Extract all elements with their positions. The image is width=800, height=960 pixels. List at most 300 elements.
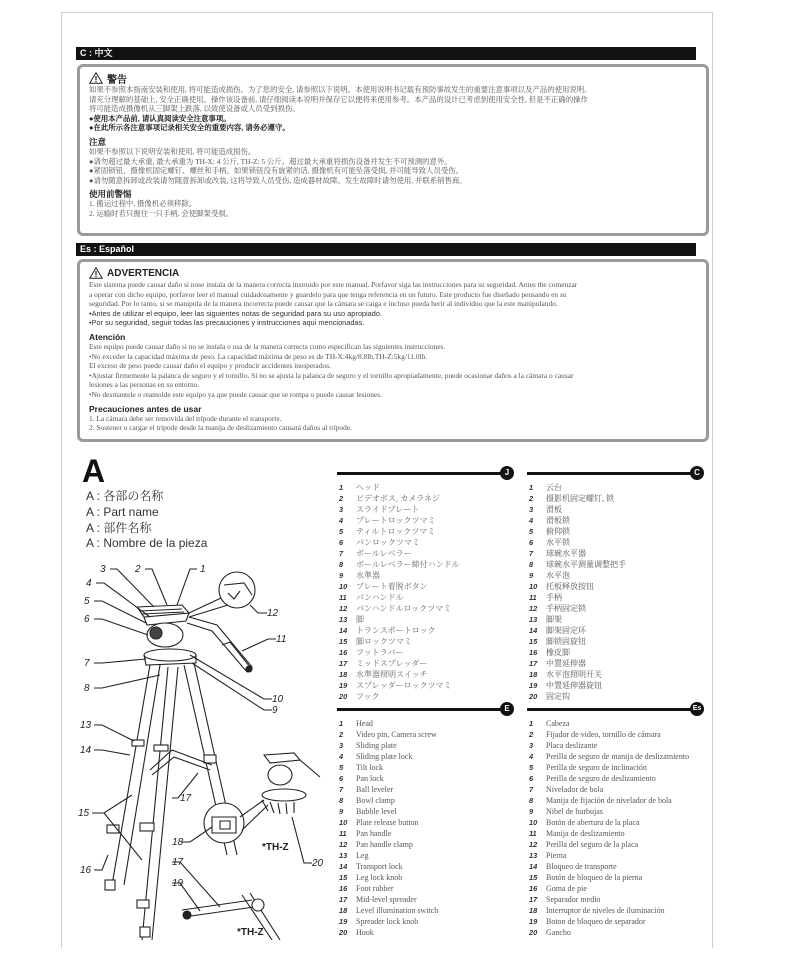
item-label: Hook — [356, 928, 374, 937]
list-item — [523, 515, 708, 526]
section-bar-chinese: C : 中文 — [76, 47, 696, 60]
list-item — [333, 872, 518, 883]
divider — [337, 708, 506, 711]
item-label: Head — [356, 719, 373, 728]
item-label: Pan handle — [356, 829, 392, 838]
warning-text: Este sistema puede causar daño si nose instala de la manera correcta instruido por este manual. Porfavor siga las instrucciones para su seguridad. Antes the comenzar — [89, 280, 578, 289]
parts-section-heading: A — [82, 453, 106, 489]
list-item — [523, 603, 708, 614]
list-item — [523, 894, 708, 905]
item-label: Perilla de seguro de manija de deslizamiento — [546, 752, 690, 761]
list-item — [333, 839, 518, 850]
svg-text:5: 5 — [84, 596, 90, 607]
language-badge-e: E — [500, 702, 514, 716]
item-label: スプレッダーロックツマミ — [356, 681, 452, 690]
item-label: 手柄 — [546, 593, 562, 602]
list-item — [523, 592, 708, 603]
item-label: Mid-level spreader — [356, 895, 417, 904]
item-number: 8 — [339, 796, 344, 805]
language-badge-es: Es — [690, 702, 704, 716]
list-item — [333, 861, 518, 872]
caution-text: Este equipo puede causar daño si no se instala o usa de la manera correcta como especifican las siguientes instrucciones. — [89, 341, 446, 351]
item-label: Goma de pie — [546, 884, 587, 893]
list-item — [333, 592, 518, 603]
item-number: 9 — [339, 571, 344, 580]
list-item — [333, 493, 518, 504]
item-label: 球碗水平器 — [546, 549, 586, 558]
item-number: 1 — [339, 483, 344, 492]
item-label: Transport lock — [356, 862, 403, 871]
item-label: Spreader lock knob — [356, 917, 419, 926]
item-number: 7 — [339, 785, 344, 794]
item-number: 2 — [339, 494, 344, 503]
item-number: 11 — [529, 593, 537, 602]
item-label: 脚 — [356, 615, 364, 624]
list-item — [523, 740, 708, 751]
item-number: 6 — [529, 538, 534, 547]
item-number: 3 — [339, 505, 344, 514]
list-item — [523, 504, 708, 515]
item-number: 18 — [339, 670, 348, 679]
warning-bullet: •Por su seguridad, seguir todas las precauciones y instrucciones aqui mencionadas. — [89, 318, 365, 328]
part-label-japanese: A : 各部の名称 — [86, 489, 164, 503]
list-item — [523, 927, 708, 938]
list-item — [523, 636, 708, 647]
svg-text:13: 13 — [80, 720, 92, 731]
caution-text: •No exceder la capacidad máxima de peso. La capacidad máxima de peso es de TH-X:4kg/8.8lb,TH-Z:5kg/11.0lb. — [89, 351, 428, 361]
precaution-title: 使用前警惕 — [89, 189, 132, 200]
caution-text: ●请勿超过最大承重, 最大承重为 TH-X: 4 公斤, TH-Z: 5 公斤。超过最大承重将损伤设备并发生不可预测的意外。 — [89, 156, 452, 166]
caution-title: Atención — [89, 331, 126, 342]
item-number: 10 — [339, 582, 348, 591]
item-number: 10 — [339, 818, 348, 827]
list-item — [333, 795, 518, 806]
list-item — [523, 548, 708, 559]
item-label: Perilla de seguro de inclinación — [546, 763, 647, 772]
item-number: 4 — [339, 752, 344, 761]
item-number: 8 — [339, 560, 344, 569]
list-item — [333, 636, 518, 647]
caution-text: ●请勿随意拆卸或改装请勿随意拆卸或改装, 这将导致人员受伤, 造成器材故障。发生故障时请勿使用, 并联系销售商。 — [89, 175, 467, 185]
precaution-title: Precauciones antes de usar — [89, 403, 202, 414]
precaution-text: 2. 运输时若只握住一只手柄, 会使脚架受损。 — [89, 208, 234, 218]
parts-title-labels — [86, 489, 207, 552]
list-item — [333, 548, 518, 559]
part-label-spanish: A : Nombre de la pieza — [86, 536, 208, 551]
item-number: 4 — [339, 516, 344, 525]
svg-text:17: 17 — [180, 793, 192, 804]
model-label-th-z: *TH-Z — [237, 927, 264, 938]
list-item — [523, 493, 708, 504]
list-item — [333, 927, 518, 938]
list-item — [523, 718, 708, 729]
svg-text:7: 7 — [84, 658, 90, 669]
item-number: 7 — [339, 549, 344, 558]
list-item — [333, 559, 518, 570]
warning-title: 警告 — [107, 74, 127, 86]
item-label: 脚架 — [546, 615, 562, 624]
item-number: 4 — [529, 516, 534, 525]
item-number: 12 — [339, 840, 348, 849]
svg-text:6: 6 — [84, 614, 90, 625]
item-number: 5 — [339, 527, 344, 536]
parts-list-japanese — [333, 466, 518, 702]
list-item — [523, 537, 708, 548]
item-label: 滑板锁 — [546, 516, 570, 525]
list-item — [523, 559, 708, 570]
precaution-text: 1. La cámara debe ser removida del trípode durante el transporte. — [89, 413, 282, 423]
item-number: 16 — [529, 884, 538, 893]
item-label: Perilla del seguro de la placa — [546, 840, 639, 849]
list-item — [523, 861, 708, 872]
item-number: 16 — [339, 648, 348, 657]
caution-text: ●紧固锁钮、摄像机固定螺钉、螺丝和手柄。如果锁钮没有旋紧的话, 摄像机有可能坠落受损, 并可能导致人员受伤。 — [89, 166, 464, 176]
item-number: 13 — [529, 615, 538, 624]
list-item — [523, 883, 708, 894]
item-number: 11 — [339, 593, 347, 602]
item-number: 2 — [529, 494, 534, 503]
warning-text: a operar con dicho equipo, porfavor leer el manual cuidadosamente y guardelo para que tenga referencia en un futuro. Este producto fue diseñado pensando en su — [89, 289, 567, 299]
item-number: 3 — [339, 741, 344, 750]
item-label: ボールレベラー締付ハンドル — [356, 560, 460, 569]
item-number: 19 — [339, 917, 348, 926]
item-label: Level illumination switch — [356, 906, 439, 915]
item-label: 摄影机固定螺钉, 锁 — [546, 494, 614, 503]
list-item — [333, 806, 518, 817]
item-number: 4 — [529, 752, 534, 761]
item-label: Bubble level — [356, 807, 397, 816]
item-number: 19 — [529, 681, 538, 690]
list-item — [333, 614, 518, 625]
warning-triangle-icon — [89, 267, 103, 279]
item-label: Bloqueo de transporte — [546, 862, 617, 871]
item-label: 水平泡照明开关 — [546, 670, 602, 679]
item-number: 20 — [339, 692, 348, 701]
list-item — [523, 773, 708, 784]
list-header — [333, 466, 518, 480]
caution-text: 如果不参照以下说明安装和使用, 将可能造成损伤。 — [89, 146, 256, 156]
item-label: Perilla de seguro de deslizamiento — [546, 774, 656, 783]
item-label: Leg — [356, 851, 369, 860]
item-label: トランスポートロック — [356, 626, 436, 635]
item-label: Nivelador de bola — [546, 785, 604, 794]
svg-text:3: 3 — [100, 564, 106, 575]
list-item — [333, 828, 518, 839]
list-header — [523, 466, 708, 480]
item-label: パンハンドルロックツマミ — [356, 604, 452, 613]
item-number: 14 — [529, 626, 538, 635]
caution-text: •Ajustar firmemente la palanca de seguro y el tornillo. Si no se ajusta la palanca de seguro y el tornillo apropiadamente, puede ocasionar daños a la cámara o causar — [89, 370, 574, 380]
item-label: 托板释放按钮 — [546, 582, 594, 591]
item-label: Ball leveler — [356, 785, 394, 794]
svg-text:2: 2 — [135, 564, 141, 575]
caution-text: •No desmantele o reamolde este equipo ya que puede causar que se rompa o puede causar lesiones. — [89, 389, 382, 399]
list-item — [333, 883, 518, 894]
warning-text: 将可能造成摄像机从三脚架上跌落, 以致使设备或人员受到损伤。 — [89, 104, 300, 114]
list-item — [333, 916, 518, 927]
item-number: 14 — [339, 862, 348, 871]
language-badge-c: C — [690, 466, 704, 480]
list-item — [333, 718, 518, 729]
list-item — [523, 839, 708, 850]
item-label: ボールレベラー — [356, 549, 412, 558]
item-number: 2 — [529, 730, 534, 739]
list-item — [333, 515, 518, 526]
svg-text:11: 11 — [276, 634, 287, 645]
svg-text:1: 1 — [200, 564, 206, 575]
item-label: 俯仰锁 — [546, 527, 570, 536]
item-number: 9 — [529, 807, 534, 816]
parts-list-chinese — [523, 466, 708, 702]
item-number: 12 — [339, 604, 348, 613]
item-number: 9 — [529, 571, 534, 580]
list-item — [333, 570, 518, 581]
item-label: Interruptor de niveles de iluminación — [546, 906, 665, 915]
list-item — [333, 773, 518, 784]
safety-box-chinese — [77, 64, 709, 236]
item-number: 7 — [529, 785, 534, 794]
item-label: Video pin, Camera screw — [356, 730, 437, 739]
list-item — [523, 581, 708, 592]
item-number: 18 — [339, 906, 348, 915]
list-header — [333, 702, 518, 716]
item-label: Pan handle clamp — [356, 840, 413, 849]
item-label: フットラバー — [356, 648, 404, 657]
list-item — [523, 658, 708, 669]
list-item — [523, 647, 708, 658]
item-number: 15 — [339, 637, 348, 646]
item-label: ヘッド — [356, 483, 380, 492]
list-item — [523, 482, 708, 493]
list-item — [333, 504, 518, 515]
tripod-diagram — [72, 555, 334, 940]
item-label: 球碗水平测量调整把手 — [546, 560, 626, 569]
list-header — [523, 702, 708, 716]
item-label: Cabeza — [546, 719, 570, 728]
warning-triangle-icon — [89, 72, 103, 84]
item-number: 3 — [529, 505, 534, 514]
item-number: 17 — [529, 895, 538, 904]
list-item — [333, 647, 518, 658]
item-label: ティルトロックツマミ — [356, 527, 436, 536]
item-number: 14 — [339, 626, 348, 635]
item-label: Botón de bloqueo de la pierna — [546, 873, 643, 882]
item-number: 17 — [339, 895, 348, 904]
item-label: Pierna — [546, 851, 567, 860]
item-number: 13 — [339, 615, 348, 624]
item-label: Leg lock knob — [356, 873, 403, 882]
item-number: 15 — [529, 873, 538, 882]
warning-header — [89, 71, 696, 85]
svg-text:17: 17 — [172, 857, 184, 868]
model-label-th-z: *TH-Z — [262, 842, 289, 853]
item-label: Bowl clamp — [356, 796, 395, 805]
list-item — [333, 729, 518, 740]
divider — [337, 472, 506, 475]
item-number: 16 — [529, 648, 538, 657]
item-number: 10 — [529, 818, 538, 827]
item-label: 水準器 — [356, 571, 380, 580]
item-number: 1 — [529, 483, 534, 492]
caution-text: lesiones a las personas en su entorno. — [89, 380, 200, 390]
item-label: Nibel de burbujas — [546, 807, 603, 816]
item-label: Pan lock — [356, 774, 384, 783]
item-label: 脚架固定环 — [546, 626, 586, 635]
list-item — [333, 658, 518, 669]
list-item — [333, 482, 518, 493]
item-number: 13 — [339, 851, 348, 860]
item-label: スライドプレート — [356, 505, 420, 514]
svg-text:9: 9 — [272, 705, 278, 716]
item-label: Foot rubber — [356, 884, 394, 893]
item-number: 11 — [339, 829, 347, 838]
item-number: 1 — [339, 719, 344, 728]
parts-list-english — [333, 702, 518, 938]
list-item — [523, 828, 708, 839]
list-item — [523, 625, 708, 636]
item-label: Boton de bloqueo de separador — [546, 917, 646, 926]
list-item — [523, 762, 708, 773]
list-item — [333, 905, 518, 916]
item-number: 1 — [529, 719, 534, 728]
list-item — [523, 784, 708, 795]
item-label: プレート着脱ボタン — [356, 582, 428, 591]
item-number: 15 — [529, 637, 538, 646]
item-label: 中置延伸器 — [546, 659, 586, 668]
svg-text:16: 16 — [80, 865, 92, 876]
item-number: 12 — [529, 604, 538, 613]
list-item — [333, 894, 518, 905]
svg-text:19: 19 — [172, 878, 184, 889]
item-number: 18 — [529, 906, 538, 915]
section-bar-spanish: Es : Español — [76, 243, 696, 256]
list-item — [333, 817, 518, 828]
item-label: 中置延伸器旋钮 — [546, 681, 602, 690]
callout-numbers — [78, 564, 324, 889]
item-label: ミッドスプレッダー — [356, 659, 428, 668]
item-number: 17 — [339, 659, 348, 668]
item-number: 18 — [529, 670, 538, 679]
item-label: パンハンドル — [356, 593, 404, 602]
item-number: 5 — [339, 763, 344, 772]
item-number: 15 — [339, 873, 348, 882]
warning-header — [89, 266, 696, 280]
item-label: Manija de fijación de nivelador de bola — [546, 796, 672, 805]
part-label-chinese: A : 部件名称 — [86, 520, 152, 535]
item-label: Plate release button — [356, 818, 419, 827]
item-number: 11 — [529, 829, 537, 838]
item-number: 8 — [529, 796, 534, 805]
item-number: 10 — [529, 582, 538, 591]
list-item — [523, 850, 708, 861]
list-item — [523, 669, 708, 680]
item-label: Tilt lock — [356, 763, 384, 772]
item-label: 固定钩 — [546, 692, 570, 701]
item-number: 5 — [529, 527, 534, 536]
list-item — [523, 872, 708, 883]
list-item — [333, 680, 518, 691]
list-item — [333, 603, 518, 614]
item-label: 橡皮脚 — [546, 648, 570, 657]
list-item — [333, 762, 518, 773]
list-item — [523, 806, 708, 817]
precaution-text: 2. Sostener o cargar el trípode desde la manija de deslizamiento causará daños al trípode. — [89, 423, 352, 433]
language-badge-j: J — [500, 466, 514, 480]
item-number: 6 — [339, 538, 344, 547]
item-number: 20 — [529, 692, 538, 701]
list-item — [333, 537, 518, 548]
item-label: 云台 — [546, 483, 562, 492]
list-item — [523, 729, 708, 740]
svg-text:12: 12 — [267, 608, 279, 619]
item-label: Fijador de video, tornillo de cámara — [546, 730, 661, 739]
list-item — [523, 916, 708, 927]
item-number: 5 — [529, 763, 534, 772]
list-item — [333, 625, 518, 636]
item-number: 20 — [529, 928, 538, 937]
list-item — [523, 751, 708, 762]
item-number: 2 — [339, 730, 344, 739]
item-label: 水平锁 — [546, 538, 570, 547]
item-number: 19 — [339, 681, 348, 690]
item-number: 16 — [339, 884, 348, 893]
list-item — [523, 691, 708, 702]
item-label: 水平泡 — [546, 571, 570, 580]
item-number: 9 — [339, 807, 344, 816]
item-number: 17 — [529, 659, 538, 668]
svg-text:20: 20 — [312, 858, 324, 869]
list-item — [333, 581, 518, 592]
list-item — [523, 526, 708, 537]
svg-text:4: 4 — [86, 578, 92, 589]
item-number: 8 — [529, 560, 534, 569]
list-item — [333, 526, 518, 537]
list-item — [333, 669, 518, 680]
divider — [527, 708, 696, 711]
warning-bullet: ●在此所示各注意事项记录相关安全的重要内容, 请务必遵守。 — [89, 123, 290, 133]
item-number: 7 — [529, 549, 534, 558]
item-label: Sliding plate — [356, 741, 397, 750]
list-item — [523, 614, 708, 625]
precaution-text: 1. 搬运过程中, 摄像机必须移除。 — [89, 199, 197, 209]
list-item — [523, 680, 708, 691]
warning-title: ADVERTENCIA — [107, 267, 180, 279]
list-item — [523, 817, 708, 828]
svg-text:8: 8 — [84, 683, 90, 694]
item-number: 20 — [339, 928, 348, 937]
item-label: 脚ロックツマミ — [356, 637, 412, 646]
item-label: Placa deslizante — [546, 741, 598, 750]
list-item — [333, 740, 518, 751]
item-label: パンロックツマミ — [356, 538, 420, 547]
warning-text: 如果不参照本指南安装和使用, 将可能造成损伤。为了您的安全, 请参照以下说明。本使用说明书记载有预防事故发生的重要注意事项以及产品的使用说明。 — [89, 85, 592, 94]
warning-text: seguridad. Por lo tanto, si se manipula de la manera incorrecta puede causar que la cámara se caiga e incluso pueda herir al individuo que la este manipulando. — [89, 299, 558, 309]
list-item — [523, 795, 708, 806]
caution-title: 注意 — [89, 136, 107, 147]
parts-list-spanish — [523, 702, 708, 938]
part-label-english: A : Part name — [86, 504, 159, 519]
item-label: Botón de abertura de la placa — [546, 818, 640, 827]
item-number: 6 — [339, 774, 344, 783]
item-number: 14 — [529, 862, 538, 871]
list-item — [333, 850, 518, 861]
item-label: 滑板 — [546, 505, 562, 514]
item-number: 6 — [529, 774, 534, 783]
list-item — [523, 570, 708, 581]
svg-text:15: 15 — [78, 808, 90, 819]
warning-bullet: •Antes de utilizar el equipo, leer las siguientes notas de seguridad para su uso apropiado. — [89, 308, 383, 318]
divider — [527, 472, 696, 475]
